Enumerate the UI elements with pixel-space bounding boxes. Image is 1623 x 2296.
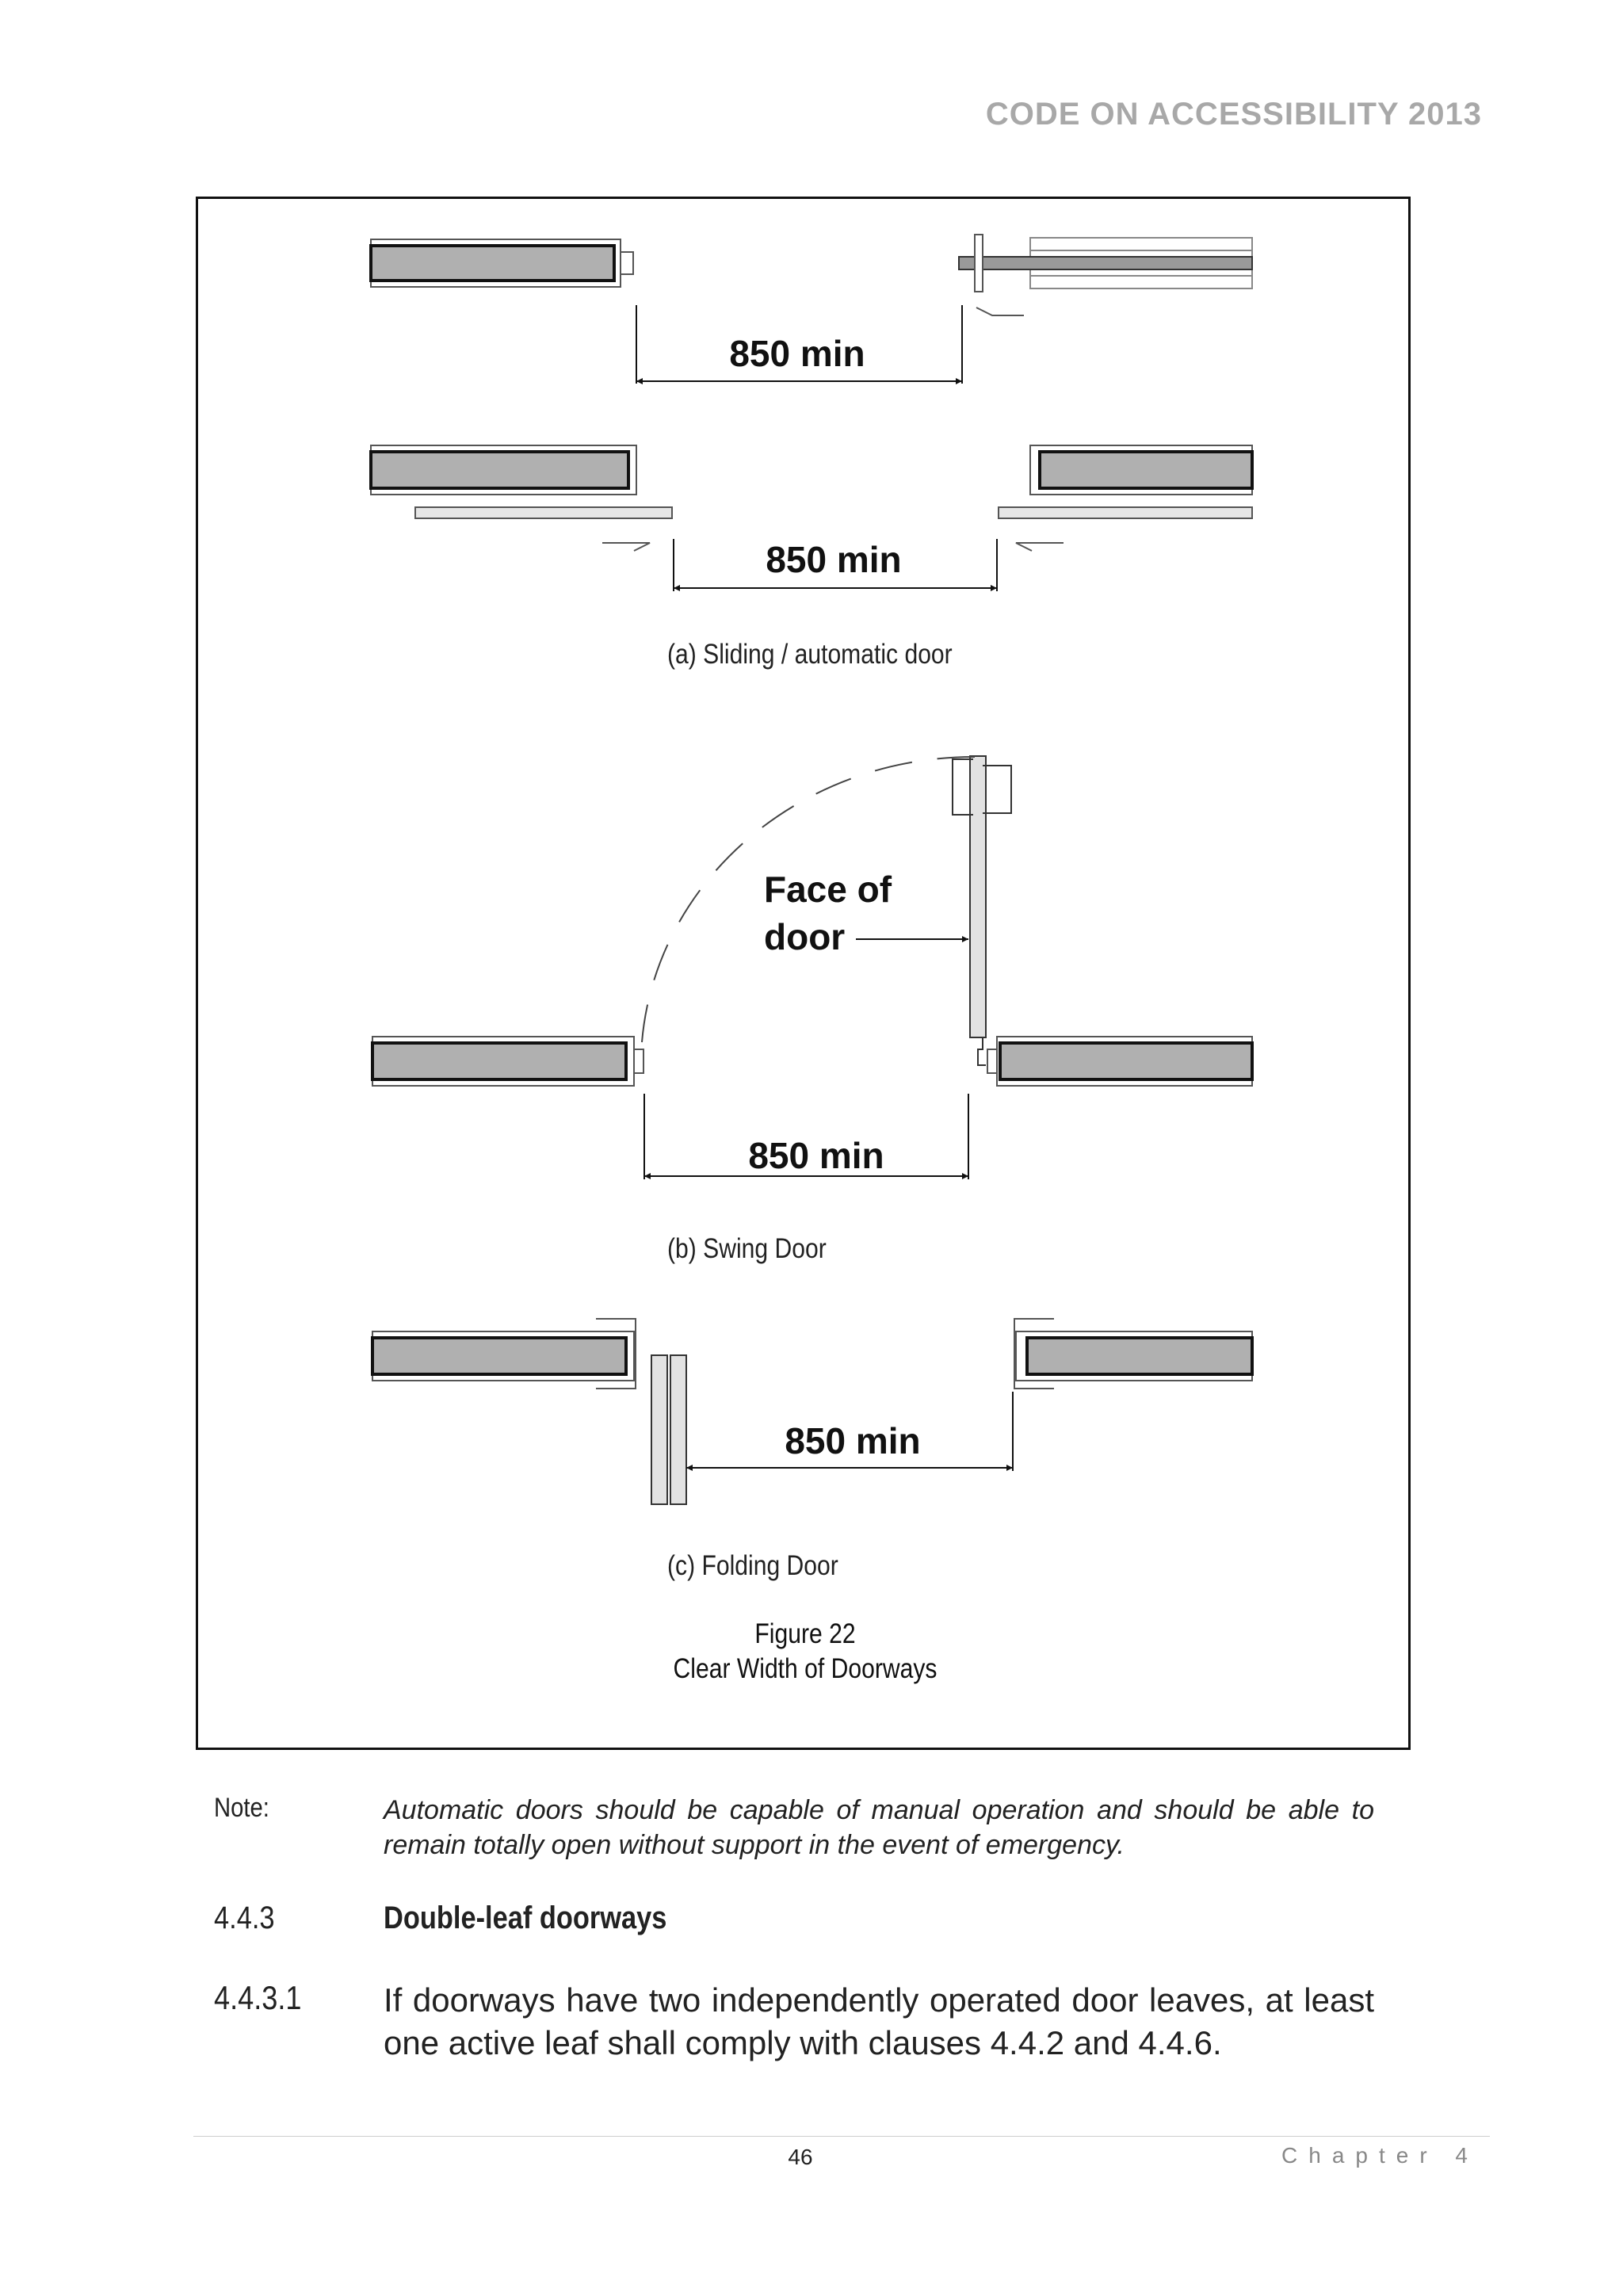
figure-number: Figure 22 <box>754 1618 856 1649</box>
figure-title: Clear Width of Doorways <box>673 1653 938 1684</box>
face-of-door-label-line1: Face of <box>764 869 892 910</box>
swing-door-drawing <box>372 756 1252 1179</box>
dimension-label-b: 850 min <box>748 1135 884 1176</box>
dimension-label-a1: 850 min <box>729 333 865 374</box>
chapter-label: Chapter 4 <box>1281 2143 1479 2168</box>
section-number: 4.4.3 <box>214 1901 275 1935</box>
caption-sliding-door: (a) Sliding / automatic door <box>667 639 953 670</box>
face-of-door-label-line2: door <box>764 916 846 957</box>
dimension-label-a2: 850 min <box>766 539 902 580</box>
note-label: Note: <box>214 1793 269 1823</box>
note-text: Automatic doors should be capable of manual operation and should be able to remain totally open without support in the event of emergency. <box>384 1795 1374 1860</box>
clause-number: 4.4.3.1 <box>214 1979 302 2016</box>
caption-folding-door: (c) Folding Door <box>667 1550 838 1581</box>
dimension-label-c: 850 min <box>785 1420 921 1461</box>
caption-swing-door: (b) Swing Door <box>667 1233 827 1264</box>
folding-door-drawing <box>372 1319 1252 1504</box>
running-header: CODE ON ACCESSIBILITY 2013 <box>985 97 1482 132</box>
footer-divider <box>193 2136 1490 2137</box>
page-number: 46 <box>788 2145 813 2169</box>
clause-text: If doorways have two independently operated door leaves, at least one active leaf shall comply with clauses 4.4.2 and 4.4.6. <box>384 1981 1374 2061</box>
section-title: Double-leaf doorways <box>384 1901 667 1935</box>
